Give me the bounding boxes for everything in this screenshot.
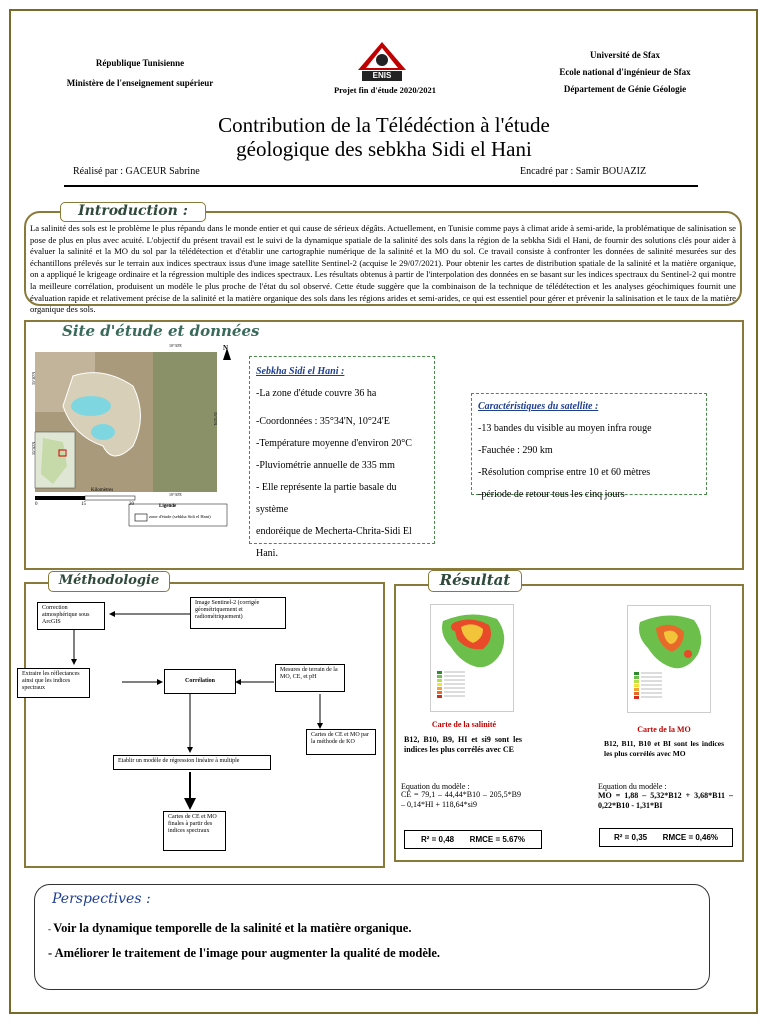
title-rule [64,185,698,187]
logo-text: ENIS [372,71,392,80]
perspectives-item2: - Améliorer le traitement de l'image pour augmenter la qualité de modèle. [48,946,441,960]
atmospheric-correction-box: Correction atmosphérique sous ArcGIS [37,602,105,630]
legend-item: zone d'étude (sebkha Sidi el Hani) [149,514,211,519]
satellite-info-box [471,393,707,500]
supervisor-label: Encadré par : Samir BOUAZIZ [520,166,647,177]
satellite-bands: -13 bandes du visible au moyen infra rouge [478,423,652,434]
satellite-title: Caractéristiques du satellite : [478,401,599,412]
mo-equation: MO = 1,88 – 5,32*B12 + 3,68*B11 – 0,22*B10 - 1,31*BI [598,791,733,810]
final-maps-box: Cartes de CE et MO finales à partir des indices spectraux [163,811,226,851]
scale-15: 15 [81,502,86,507]
north-arrow-icon: N [223,344,229,352]
mo-rmce: RMCE = 0,46% [662,833,719,842]
satellite-resolution: -Résolution comprise entre 10 et 60 mètres [478,467,651,478]
project-label: Projet fin d'étude 2020/2021 [333,85,437,95]
map-left-coord1: 35°40'N [31,371,37,386]
salinity-metrics [404,830,542,849]
introduction-heading: Introduction : [60,202,206,222]
header-right [520,47,730,98]
ko-maps-box: Cartes de CE et MO par la méthode de KO [306,729,376,755]
field-measures-box: Mesures de terrain de la MO, CE, et pH [275,664,345,692]
perspectives-item1: - Voir la dynamique temporelle de la salinité et la matière organique. [48,921,412,935]
mo-bands: B12, B11, B10 et BI sont les indices les plus corrélés avec MO [604,739,724,758]
author-label: Réalisé par : GACEUR Sabrine [73,166,200,177]
poster-title [0,113,768,161]
header-left [40,53,240,93]
map-right-coord: 35°35'N [213,411,219,426]
scale-0: 0 [35,502,38,507]
map-bottom-coord: 10°30'E [169,492,182,497]
salinity-bands: B12, B10, B9, HI et si9 sont les indices les plus corrélés avec CE [404,735,522,754]
salinity-equation: CE = 79,1 – 44,44*B10 – 205,5*B9 – 0,14*HI + 118,64*si9 [401,790,521,809]
salinity-rmce: RMCE = 5.67% [469,835,526,844]
sebkha-title: Sebkha Sidi el Hani : [256,366,345,377]
study-area-map [31,343,241,530]
satellite-swath: -Fauchée : 290 km [478,445,553,456]
map-top-coord: 10°30'E [169,343,182,348]
school-label: Ecole national d'ingénieur de Sfax [559,67,691,77]
sebkha-temperature: -Température moyenne d'environ 20°C [256,438,412,449]
map-left-coord2: 35°30'N [31,441,37,456]
mo-r2: R² = 0,35 [613,833,648,842]
extract-indices-box: Extraire les réflectances ainsi que les indices spectraux [17,668,90,698]
university-label: Université de Sfax [590,50,660,60]
result-heading: Résultat [428,570,522,592]
mo-metrics [599,828,733,847]
sebkha-rainfall: -Pluviométrie annuelle de 335 mm [256,460,395,471]
scale-30: 30 [129,502,134,507]
sentinel-image-box: Image Sentinel-2 (corrigée géométriquement et radiométriquement) [190,597,286,629]
title-line1: Contribution de la Télédéction à l'étude [218,113,550,137]
legend-title: Ligende [159,504,177,509]
salinity-map [430,604,514,712]
mo-caption: Carte de la MO [637,725,691,734]
satellite-revisit: -période de retour tous les cinq jours [478,489,625,500]
enis-logo [356,40,408,84]
site-heading: Site d'étude et données [62,322,260,340]
sebkha-area: -La zone d'étude couvre 36 ha [256,388,377,399]
regression-model-box: Etablir un modèle de régression linéaire à multiple [113,755,271,770]
sebkha-info-box [249,356,435,559]
department-label: Département de Génie Géologie [563,84,687,94]
perspectives-item1-text: Voir la dynamique temporelle de la salinité et la matière organique. [53,921,412,935]
salinity-caption: Carte de la salinité [431,720,497,729]
perspectives-heading: Perspectives : [52,891,151,907]
introduction-text: La salinité des sols est le problème le plus répandu dans le monde entier et qui cause de sérieux dégâts. Actuellement, en Tunisie comme pays à climat aride à semi-aride, la problématique de salinisation se pose de plus en plus avec acuité. L'objectif du présent travail est le suivi de la dynamique spatiale de la salinité des sols dans la région de la sebkha Sidi el Hani, de fournir des solutions clés pour aider à évaluer la salinité et la MO du sol par la télédétection et d'établir une cartographie numérique de la salinité et la MO du sol. Ce travail consiste à confronter les données de salinité mesurées sur des échantillons prélevés sur le terrain aux indices spectraux issus d'une image satellite Sentinel-2 (acquise le 29/07/2021). Pour obtenir les cartes de distribution spatiale de la salinité et la matière organique, on a appliqué le krigeage ordinaire et la régression multiple des indices spectraux. Les résultats obtenus à partir de l'interpolation des données en se basant sur les indices spectraux du Sentinel-2 qui montre la meilleure corrélation, produisent un modèle le plus proche de l'état du sol observé. Cette étude suggère que la combinaison de la technique de télédétection et les analyses géochimiques fournit une évaluation rapide et relativement précise de la salinité et la matière organique des sols dans les régions arides et semi-arides, ce qui est essentiel pour gérer et prévenir la salinisation et le taux de la matière organique des sols. [30,223,736,315]
methodology-heading: Méthodologie [48,571,170,592]
ministry-label: Ministère de l'enseignement supérieur [66,78,214,88]
correlation-box: Corrélation [164,669,236,694]
sebkha-endoreic: endoréique de Mecherta-Chrita-Sidi El Hani. [256,526,412,559]
mo-eq-label: Equation du modèle : [598,782,667,791]
salinity-eq-label: Equation du modèle : [401,782,470,791]
mo-map [627,605,711,713]
sebkha-basal: - Elle représente la partie basale du système [256,482,397,515]
salinity-r2: R² = 0,48 [420,835,455,844]
sebkha-coords: -Coordonnées : 35°34'N, 10°24'E [256,416,390,427]
title-line2: géologique des sebkha Sidi el Hani [236,137,532,161]
republic-label: République Tunisienne [95,58,185,68]
scale-label: Kilomètres [91,488,114,493]
